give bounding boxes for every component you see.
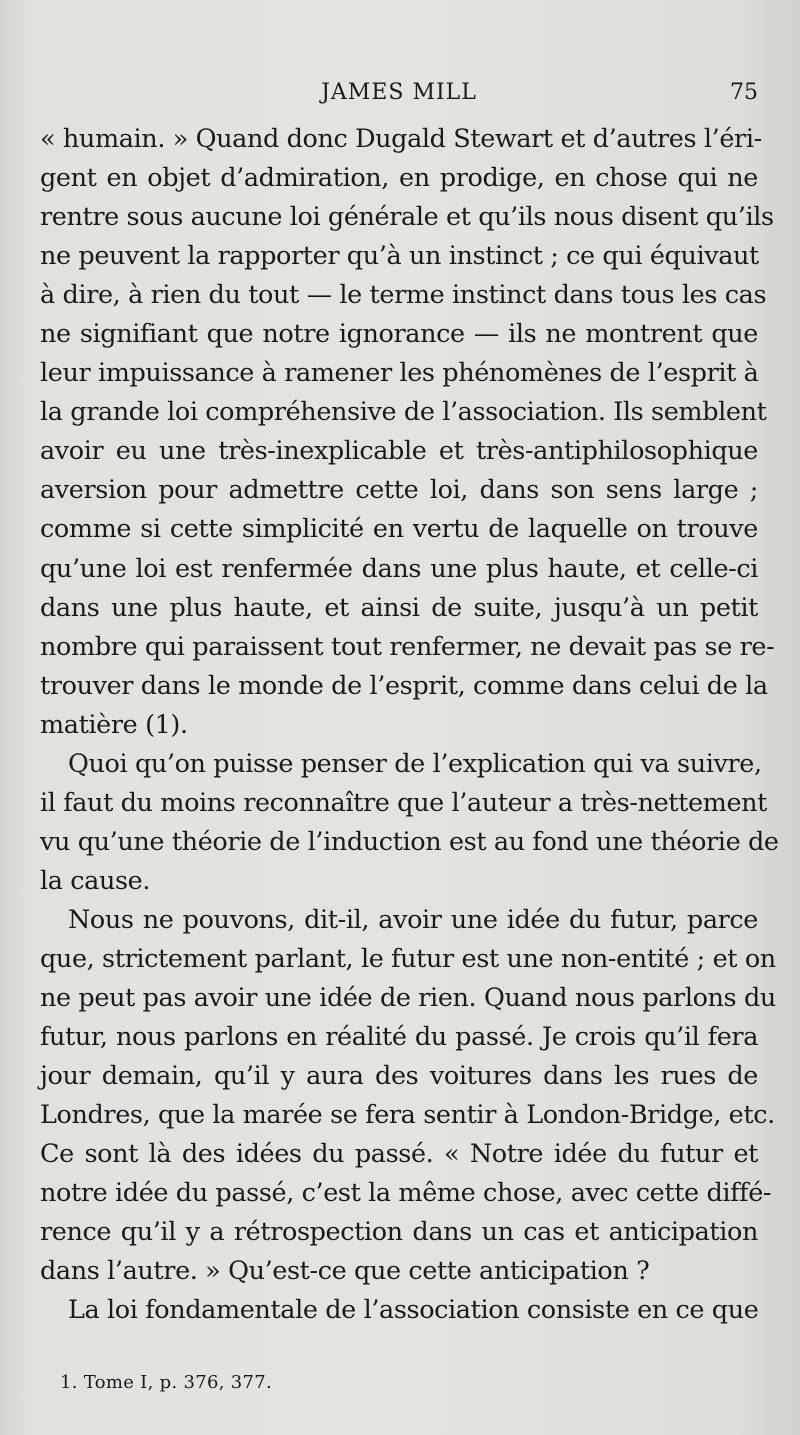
- text-line: La loi fondamentale de l’association consiste en ce que: [68, 1295, 759, 1326]
- text-line: Ce sont là des idées du passé. « Notre idée du futur et: [40, 1139, 758, 1170]
- text-line: ne signifiant que notre ignorance — ils ne montrent que: [40, 319, 758, 350]
- text-line: que, strictement parlant, le futur est une non-entité ; et on: [40, 943, 776, 974]
- text-line: futur, nous parlons en réalité du passé. Je crois qu’il fera: [40, 1022, 758, 1053]
- text-line: la cause.: [40, 865, 151, 896]
- text-line: rentre sous aucune loi générale et qu’ils nous disent qu’ils: [40, 202, 774, 233]
- text-line: comme si cette simplicité en vertu de laquelle on trouve: [40, 514, 758, 545]
- text-line: avoir eu une très-inexplicable et très-antiphilosophique: [40, 436, 758, 467]
- text-line: dans l’autre. » Qu’est-ce que cette anticipation ?: [40, 1256, 650, 1287]
- text-line: ne peuvent la rapporter qu’à un instinct ; ce qui équivaut: [40, 241, 759, 272]
- running-title: JAMES MILL: [321, 80, 477, 105]
- text-line: ne peut pas avoir une idée de rien. Quand nous parlons du: [40, 983, 776, 1014]
- text-line: il faut du moins reconnaître que l’auteur a très-nettement: [40, 787, 768, 818]
- text-line: qu’une loi est renfermée dans une plus haute, et celle-ci: [40, 553, 758, 584]
- text-line: aversion pour admettre cette loi, dans son sens large ;: [40, 475, 758, 506]
- text-line: « humain. » Quand donc Dugald Stewart et d’autres l’éri-: [40, 124, 762, 154]
- text-line: matière (1).: [40, 709, 188, 740]
- text-line: Quoi qu’on puisse penser de l’explication qui va suivre,: [68, 748, 762, 779]
- text-line: dans une plus haute, et ainsi de suite, jusqu’à un petit: [40, 592, 758, 623]
- text-line: leur impuissance à ramener les phénomènes de l’esprit à: [40, 358, 759, 389]
- text-line: la grande loi compréhensive de l’association. Ils semblent: [40, 397, 767, 428]
- running-head: [40, 78, 758, 114]
- text-line: rence qu’il y a rétrospection dans un cas et anticipation: [40, 1217, 758, 1248]
- body-text: [40, 120, 779, 1330]
- text-line: trouver dans le monde de l’esprit, comme dans celui de la: [40, 670, 768, 701]
- text-line: jour demain, qu’il y aura des voitures dans les rues de: [40, 1061, 758, 1092]
- text-line: Nous ne pouvons, dit-il, avoir une idée du futur, parce: [68, 904, 758, 935]
- text-line: nombre qui paraissent tout renfermer, ne devait pas se re-: [40, 631, 775, 662]
- text-line: notre idée du passé, c’est la même chose, avec cette diffé-: [40, 1178, 772, 1209]
- text-line: vu qu’une théorie de l’induction est au fond une théorie de: [40, 826, 779, 857]
- text-line: gent en objet d’admiration, en prodige, en chose qui ne: [40, 163, 758, 194]
- page-number: 75: [730, 80, 758, 105]
- footnote: 1. Tome I, p. 376, 377.: [60, 1372, 273, 1393]
- text-line: Londres, que la marée se fera sentir à London-Bridge, etc.: [40, 1100, 775, 1131]
- text-line: à dire, à rien du tout — le terme instinct dans tous les cas: [40, 280, 767, 311]
